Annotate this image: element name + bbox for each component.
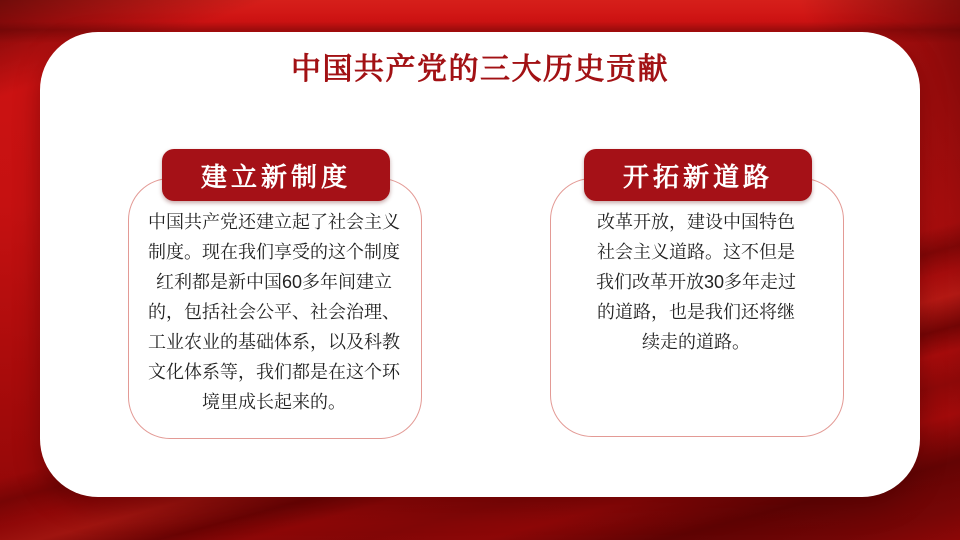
topic-header-label-new-road: 开拓新道路 xyxy=(622,161,773,192)
topic-body-new-road: 改革开放，建设中国特色社会主义道路。这不但是我们改革开放30多年走过的道路，也是我们还将继续走的道路。 xyxy=(595,212,797,352)
topic-header-badge-new-road xyxy=(584,149,812,201)
topic-header-badge-new-system xyxy=(162,149,390,201)
topic-body-new-system: 中国共产党还建立起了社会主义制度。现在我们享受的这个制度红利都是新中国60多年间建立的，包括社会公平、社会治理、工业农业的基础体系，以及科教文化体系等，我们都是在这个环境里成长起来的。 xyxy=(148,212,400,412)
slide-title: 中国共产党的三大历史贡献 xyxy=(291,53,669,86)
topic-header-label-new-system: 建立新制度 xyxy=(200,161,351,192)
